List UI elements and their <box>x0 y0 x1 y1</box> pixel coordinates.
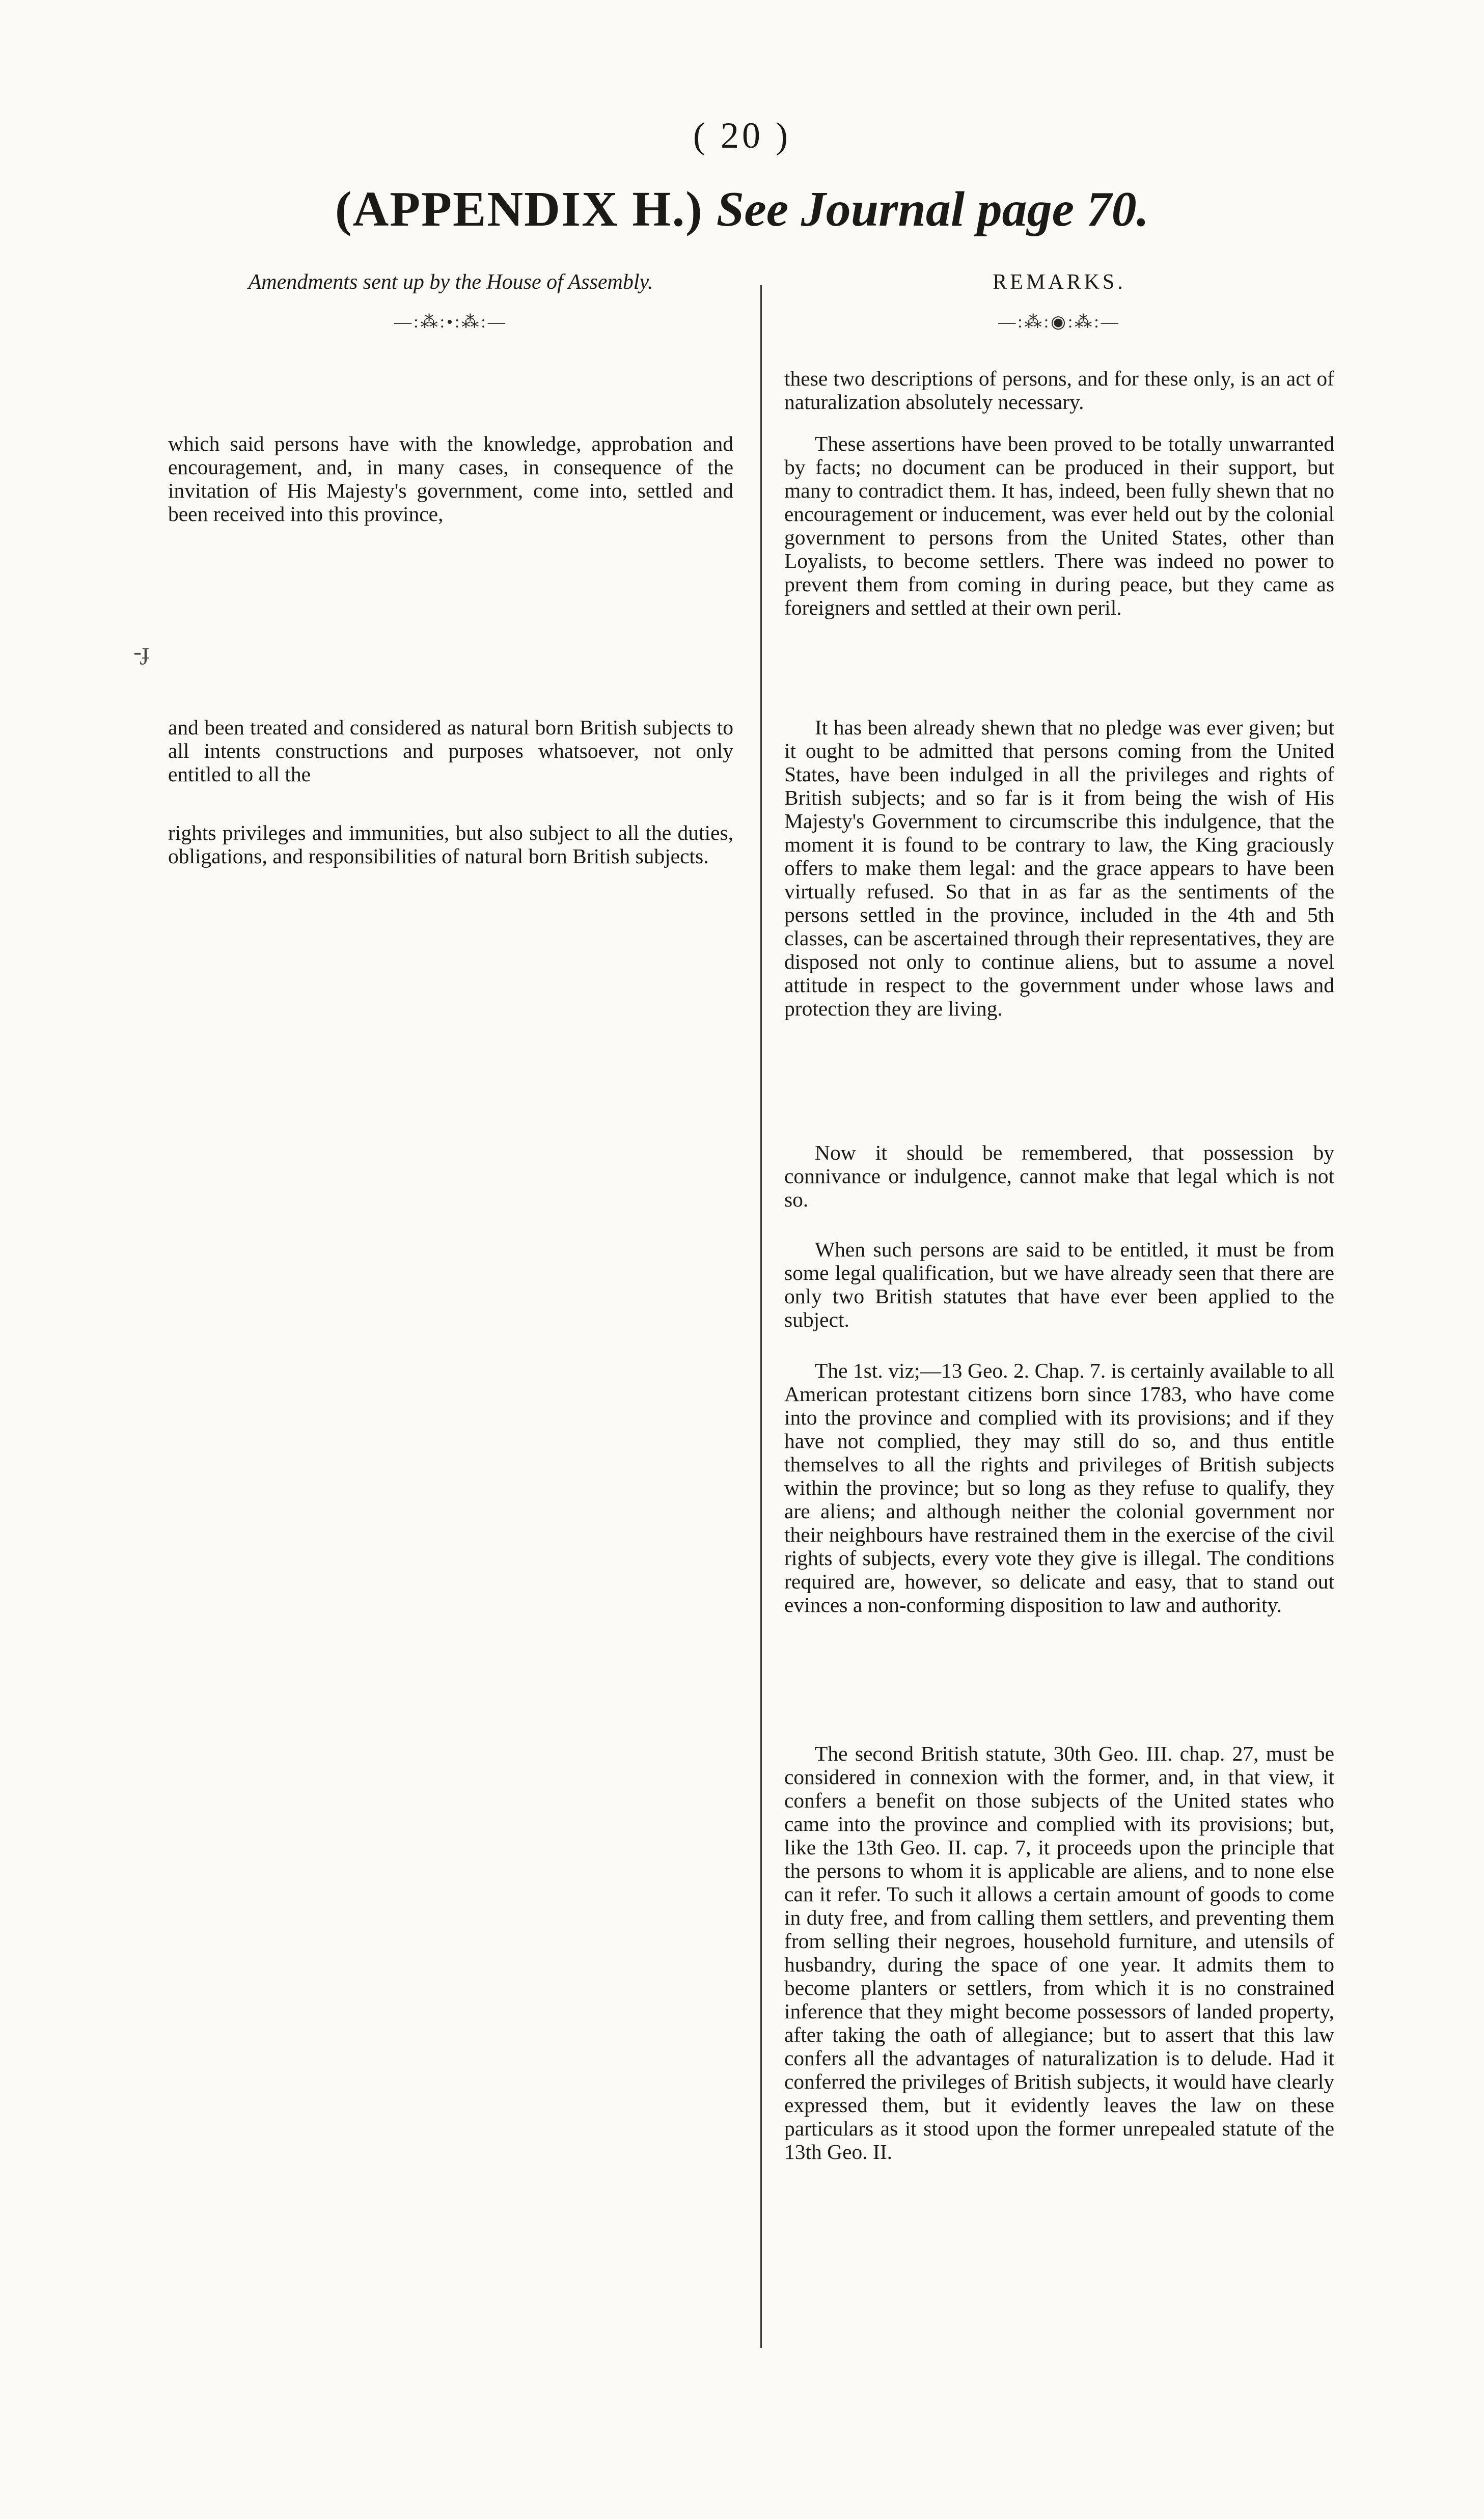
journal-reference: See Journal page 70. <box>716 182 1149 237</box>
right-ornament-divider: —:⁂:◉:⁂:— <box>998 313 1120 332</box>
column-divider-rule <box>760 285 762 2348</box>
amendment-paragraph: which said persons have with the knowledge, approbation and encouragement, and, in many cases, in consequence of the invitation of His Majesty's government, come into, settled and been received into this province, <box>168 432 733 526</box>
stray-ink-mark: -ɟ <box>133 638 150 665</box>
amendment-paragraph: and been treated and considered as natural born British subjects to all intents constructions and purposes whatsoever, not only entitled to all the <box>168 716 733 786</box>
remark-paragraph: these two descriptions of persons, and for these only, is an act of naturalization absolutely necessary. <box>784 367 1334 414</box>
page-number: ( 20 ) <box>693 115 791 156</box>
remark-paragraph: Now it should be remembered, that possession by connivance or indulgence, cannot make that legal which is not so. <box>784 1141 1334 1211</box>
appendix-heading: (APPENDIX H.) <box>335 182 703 237</box>
remark-paragraph: The second British statute, 30th Geo. III. chap. 27, must be considered in connexion with the former, and, in that view, it confers a benefit on those subjects of the United states who came into the province and complied with its provisions; but, like the 13th Geo. II. cap. 7, it proceeds upon the principle that the persons to whom it is applicable are aliens, and to none else can it refer. To such it allows a certain amount of goods to come in duty free, and from calling them settlers, and preventing them from selling their negroes, household furniture, and utensils of husbandry, during the space of one year. It admits them to become planters or settlers, from which it is no constrained inference that they might become possessors of landed property, after taking the oath of allegiance; but to assert that this law confers all the advantages of naturalization is to delude. Had it conferred the privileges of British subjects, it would have clearly expressed them, but it evidently leaves the law on these particulars as it stood upon the former unrepealed statute of the 13th Geo. II. <box>784 1742 1334 2164</box>
remark-paragraph: When such persons are said to be entitled, it must be from some legal qualification, but we have already seen that there are only two British statutes that have ever been applied to the subject. <box>784 1238 1334 1331</box>
remark-paragraph: It has been already shewn that no pledge was ever given; but it ought to be admitted that persons coming from the United States, have been indulged in all the privileges and rights of British subjects; and so far is it from being the wish of His Majesty's Government to circumscribe this indulgence, that the moment it is found to be contrary to law, the King graciously offers to make them legal: and the grace appears to have been virtually refused. So that in as far as the sentiments of the persons settled in the province, included in the 4th and 5th classes, can be ascertained through their representatives, they are disposed not only to continue aliens, but to assume a novel attitude in respect to the government under whose laws and protection they are living. <box>784 716 1334 1020</box>
remark-paragraph: These assertions have been proved to be totally unwarranted by facts; no document can be produced in their support, but many to contradict them. It has, indeed, been fully shewn that no encouragement or inducement, was ever held out by the colonial government to persons from the United States, other than Loyalists, to become settlers. There was indeed no power to prevent them from coming in during peace, but they came as foreigners and settled at their own peril. <box>784 432 1334 619</box>
amendments-column-heading: Amendments sent up by the House of Assembly. <box>248 270 653 294</box>
remark-paragraph: The 1st. viz;—13 Geo. 2. Chap. 7. is certainly available to all American protestant citizens born since 1783, who have come into the province and complied with its provisions; and if they have not complied, they may still do so, and thus entitle themselves to all the rights and privileges of British subjects within the province; but so long as they refuse to qualify, they are aliens; and although neither the colonial government nor their neighbours have restrained them in the exercise of the civil rights of subjects, every vote they give is illegal. The conditions required are, however, so delicate and easy, that to stand out evinces a non-conforming disposition to law and authority. <box>784 1359 1334 1617</box>
amendment-paragraph: rights privileges and immunities, but also subject to all the duties, obligations, and responsibilities of natural born British subjects. <box>168 821 733 868</box>
appendix-title <box>0 181 1484 238</box>
left-ornament-divider: —:⁂:•:⁂:— <box>394 313 507 332</box>
remarks-column-heading: REMARKS. <box>993 270 1126 294</box>
